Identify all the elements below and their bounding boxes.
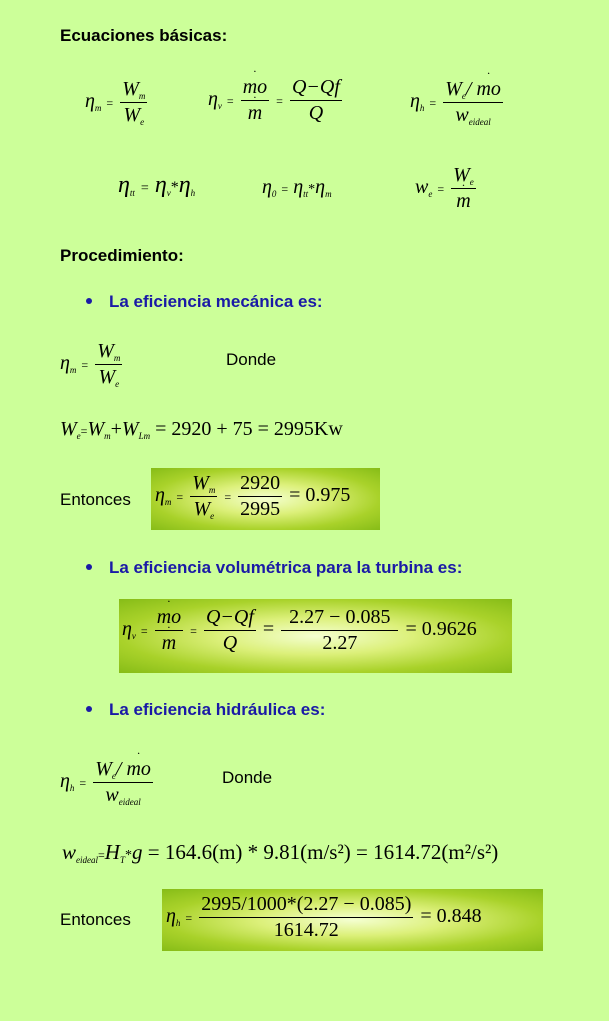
eta-h-numerator: 2995/1000*(2.27 − 0.085) xyxy=(199,893,413,918)
eq-w-ideal-value: = 164.6(m) * 9.81(m/s²) = 1614.72(m²/s²) xyxy=(147,840,499,864)
eq-eta-v-definition: $\eta_v$ = · mo · m = $\frac{Q-Qf}{Q}$ xyxy=(208,76,344,125)
heading-procedure: Procedimiento: xyxy=(60,246,184,265)
bullet-icon xyxy=(86,564,92,570)
label-donde-2: Donde xyxy=(222,768,273,787)
eq-we-sum-value: = 2920 + 75 = 2995Kw xyxy=(155,418,343,440)
eta-h-result-value: = 0.848 xyxy=(420,905,482,928)
eq-eta-tt: $\eta_{tt} = \eta_v*\eta_h$ xyxy=(118,172,196,198)
bullet-label: La eficiencia hidráulica es: xyxy=(109,700,326,719)
eq-eta-h: $\eta_h$ = $\frac{W_e/ \cdot mo}{w_{eideal}}$ xyxy=(60,758,155,807)
eta-m-denominator: 2995 xyxy=(240,498,281,520)
eq-eta-m: $\eta_m$ = $\frac{W_m}{W_e}$ xyxy=(60,340,121,389)
bullet-mechanical-efficiency xyxy=(86,292,323,312)
eta-v-denominator: 2.27 xyxy=(322,632,358,654)
eq-we-sum: $W_e=W_m+W_{Lm} = 2920 + 75 = 2995Kw$ xyxy=(60,418,343,441)
bullet-volumetric-efficiency xyxy=(86,558,462,578)
eq-w-ideal: $w_{eideal}=H_T*g = 164.6(m) * 9.81(m/s^2) = 1614.72(m^2/s^2)$ xyxy=(62,840,499,865)
eq-eta-0: $\eta_0 = \eta_{tt}*\eta_m$ xyxy=(262,176,332,199)
bullet-icon xyxy=(86,298,92,304)
eq-eta-m-result: $\eta_m$ = $\frac{W_m}{W_e}$ = $\frac{2920}{2995}$ = 0.975 xyxy=(155,472,351,521)
bullet-hydraulic-efficiency xyxy=(86,700,325,720)
eq-eta-h-definition: $\eta_h$ = $\frac{W_e/ \cdot mo}{w_{eideal}}$ xyxy=(410,78,505,127)
eq-eta-v-result: $\eta_v$ = · mo · m = $\frac{Q-Qf}{Q}$ = $\frac{2.27 - 0.085}{2.27}$ = 0.9626 xyxy=(122,606,477,655)
eta-m-result-value: = 0.975 xyxy=(289,484,351,507)
bullet-label: La eficiencia volumétrica para la turbina es: xyxy=(109,558,463,577)
label-entonces-1: Entonces xyxy=(60,490,131,509)
heading-basic-equations: Ecuaciones básicas: xyxy=(60,26,228,45)
eta-h-denominator: 1614.72 xyxy=(273,919,339,941)
eta-v-numerator: 2.27 − 0.085 xyxy=(281,606,398,631)
label-entonces-2: Entonces xyxy=(60,910,131,929)
eq-eta-h-result: $\eta_h$ = $\frac{2995/1000*(2.27 - 0.085)}{1614.72}$ = 0.848 xyxy=(166,893,482,941)
eq-w-e: $w_e$ = $W_e$ · m xyxy=(415,164,478,213)
eq-eta-m-definition: $\eta_m$ = $\frac{W_m}{W_e}$ xyxy=(85,78,146,127)
bullet-label: La eficiencia mecánica es: xyxy=(109,292,323,311)
bullet-icon xyxy=(86,706,92,712)
label-donde-1: Donde xyxy=(226,350,277,369)
eta-v-result-value: = 0.9626 xyxy=(405,618,477,641)
eta-m-numerator: 2920 xyxy=(238,472,282,497)
